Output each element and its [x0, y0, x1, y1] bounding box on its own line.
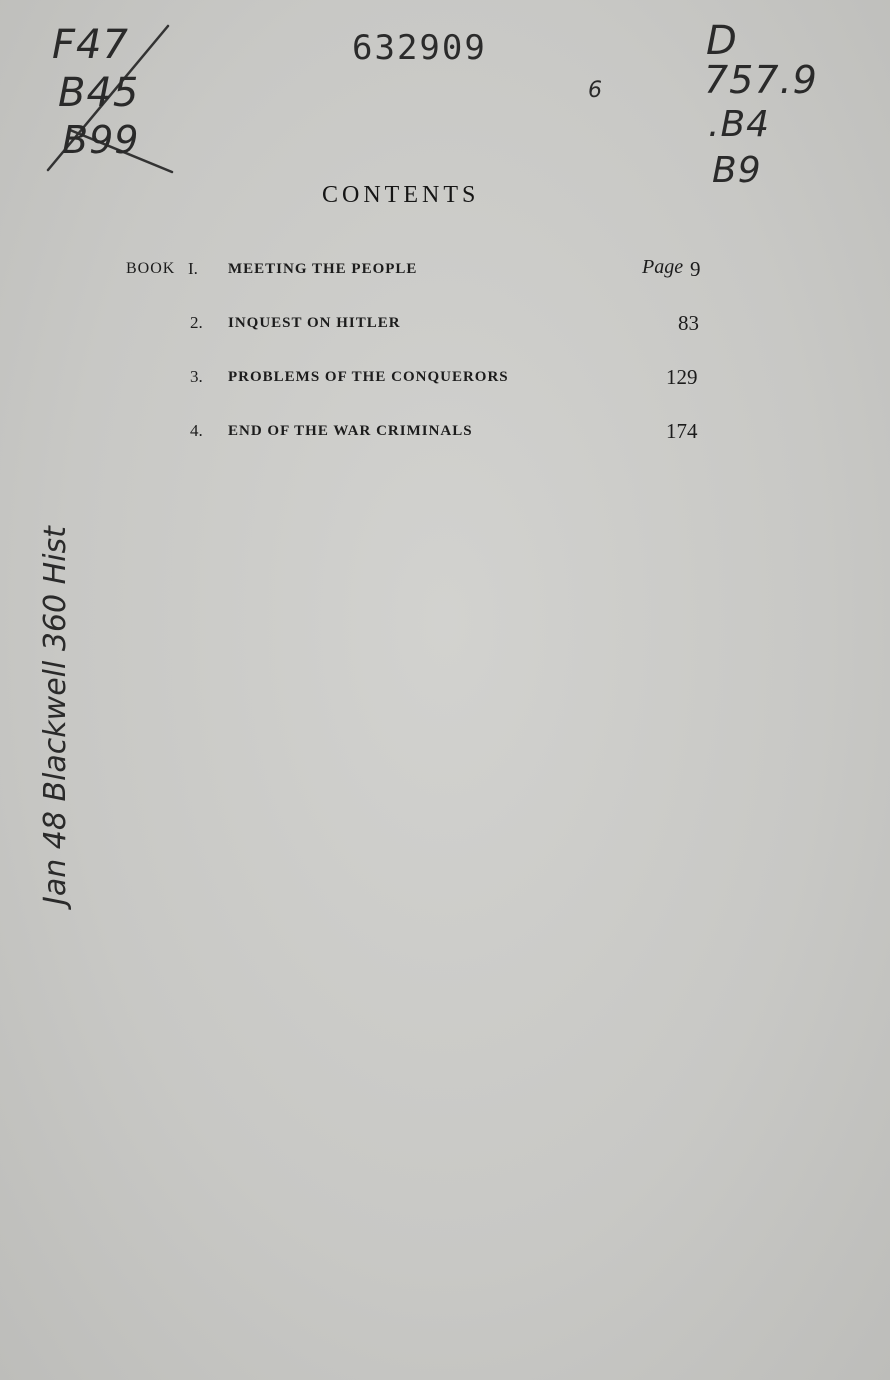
- toc-entry-number: 3.: [190, 367, 203, 386]
- toc-book-label: BOOK: [126, 260, 176, 277]
- toc-entry-title: MEETING THE PEOPLE: [228, 261, 418, 277]
- toc-page-number: 174: [666, 419, 698, 443]
- toc-page-number: 129: [666, 365, 698, 389]
- class-number-line-1: D: [706, 18, 738, 64]
- margin-acquisition-note: Jan 48 Blackwell 360 Hist: [38, 526, 73, 905]
- contents-heading: CONTENTS: [322, 182, 480, 208]
- class-number-line-4: B9: [712, 150, 762, 191]
- call-number-line-1: F47: [52, 22, 129, 68]
- toc-entry-title: PROBLEMS OF THE CONQUERORS: [228, 369, 509, 385]
- toc-entry: [0, 364, 890, 394]
- toc-entry: [0, 310, 890, 340]
- pencil-mark: 6: [588, 78, 603, 103]
- toc-entry-number: 4.: [190, 421, 203, 440]
- toc-entry-number: 2.: [190, 313, 203, 332]
- toc-entry-number: I.: [188, 259, 198, 278]
- call-number-line-3: B99: [62, 118, 140, 162]
- call-number-line-2: B45: [58, 70, 140, 116]
- toc-page-number: 83: [678, 311, 699, 335]
- toc-entry: [0, 418, 890, 448]
- toc-page-label: Page: [642, 256, 684, 278]
- accession-number: 632909: [352, 28, 487, 68]
- toc-entry: [0, 256, 890, 286]
- toc-entry-title: INQUEST ON HITLER: [228, 315, 401, 331]
- class-number-line-3: .B4: [708, 104, 771, 145]
- class-number-line-2: 757.9: [704, 58, 818, 102]
- toc-entry-title: END OF THE WAR CRIMINALS: [228, 423, 473, 439]
- toc-page-number: 9: [690, 257, 701, 281]
